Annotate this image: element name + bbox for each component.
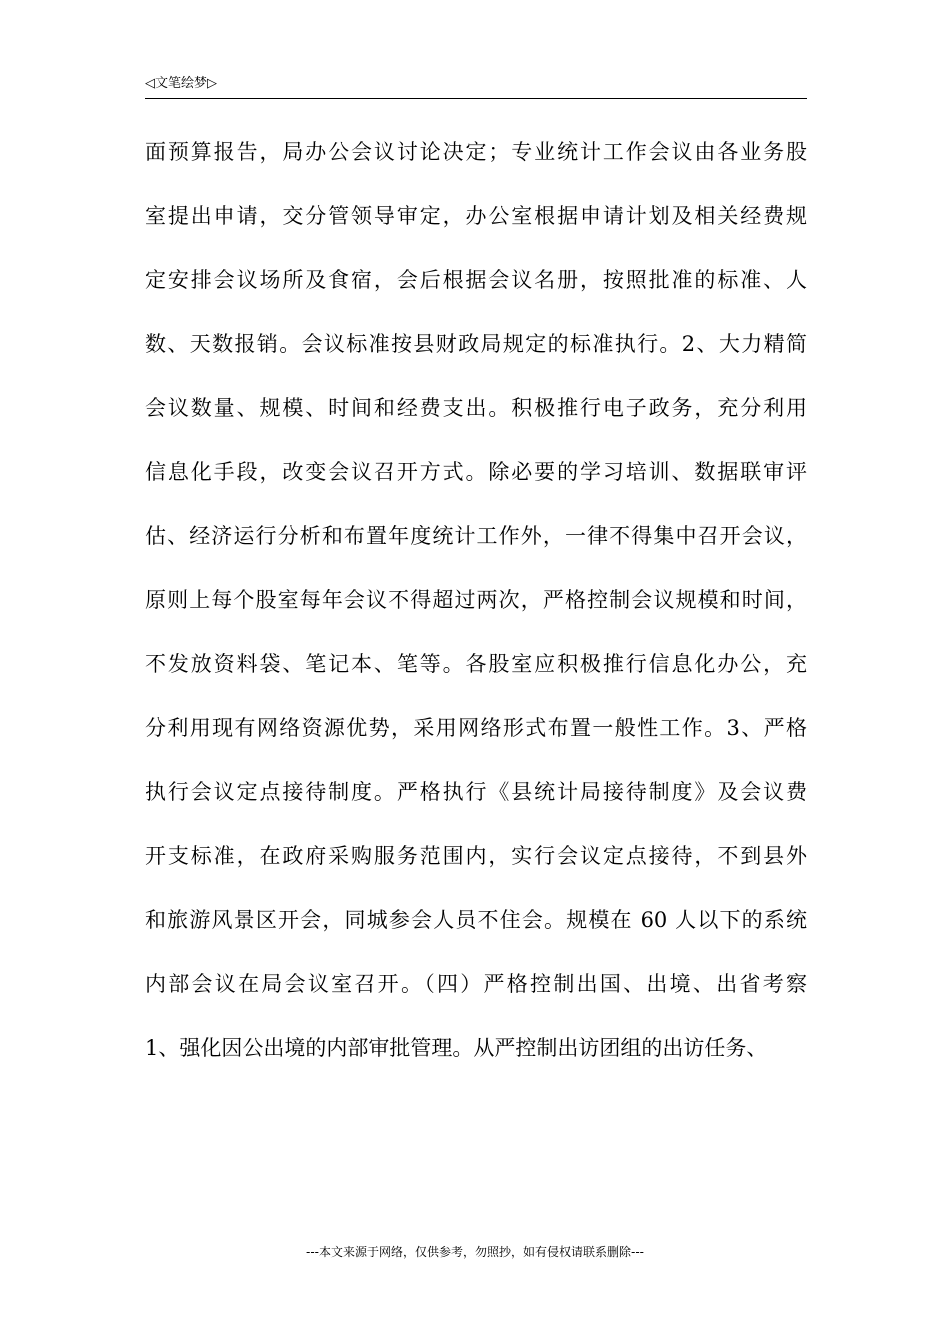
text-line: 定安排会议场所及食宿，会后根据会议名册，按照批准的标准、人	[145, 268, 807, 292]
text-line: 不发放资料袋、笔记本、笔等。各股室应积极推行信息化办公，充	[145, 652, 807, 676]
document-body	[145, 128, 807, 1088]
page-footer: ---本文来源于网络，仅供参考，勿照抄，如有侵权请联系删除---	[306, 1245, 644, 1259]
text-line: 面预算报告，局办公会议讨论决定；专业统计工作会议由各业务股	[145, 140, 807, 164]
text-line: 会议数量、规模、时间和经费支出。积极推行电子政务，充分利用	[145, 396, 807, 420]
page-header	[145, 74, 807, 99]
text-line: 1、强化因公出境的内部审批管理。从严控制出访团组的出访任务、	[145, 1036, 768, 1060]
text-line: 估、经济运行分析和布置年度统计工作外，一律不得集中召开会议，	[145, 524, 807, 548]
text-line: 开支标准，在政府采购服务范围内，实行会议定点接待，不到县外	[145, 844, 807, 868]
header-title: ◁文笔绘梦▷	[145, 76, 217, 91]
text-line: 内部会议在局会议室召开。（四）严格控制出国、出境、出省考察	[145, 972, 807, 996]
text-line: 执行会议定点接待制度。严格执行《县统计局接待制度》及会议费	[145, 780, 807, 804]
text-line: 室提出申请，交分管领导审定，办公室根据申请计划及相关经费规	[145, 204, 807, 228]
text-line: 和旅游风景区开会，同城参会人员不住会。规模在 60 人以下的系统	[145, 908, 807, 932]
text-line: 分利用现有网络资源优势，采用网络形式布置一般性工作。3、严格	[145, 716, 807, 740]
text-line: 数、天数报销。会议标准按县财政局规定的标准执行。2、大力精简	[145, 332, 807, 356]
text-line: 原则上每个股室每年会议不得超过两次，严格控制会议规模和时间，	[145, 588, 807, 612]
text-line: 信息化手段，改变会议召开方式。除必要的学习培训、数据联审评	[145, 460, 807, 484]
